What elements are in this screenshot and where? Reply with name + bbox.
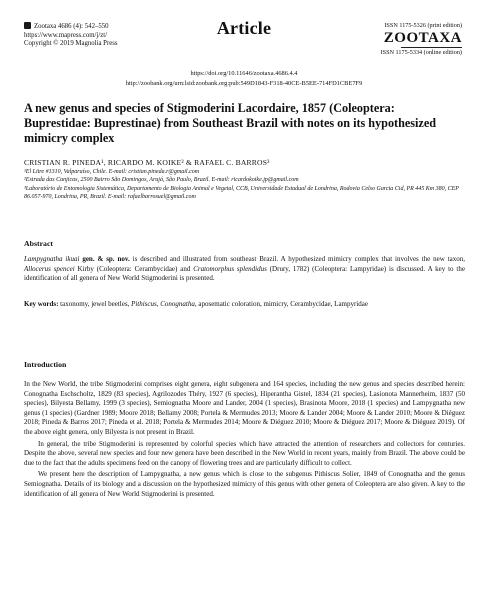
introduction-heading: Introduction (24, 360, 67, 369)
abstract-genus: Lampygnatha ikuai (24, 255, 80, 263)
issn-print: ISSN 1175-5326 (print edition) (384, 22, 462, 29)
introduction-body (24, 380, 465, 501)
paper-title: A new genus and species of Stigmoderini Lacordaire, 1857 (Coleoptera: Buprestidae: Buprestinae) from Southeast Brazil with notes on its hypothesized mimicry complex (24, 101, 437, 146)
article-label: Article (216, 18, 272, 38)
abstract-text-2: Kirby (Coleoptera: Cerambycidae) and (74, 264, 194, 273)
zootaxa-brand: ZOOTAXA (383, 29, 462, 46)
brand-rule (401, 47, 462, 48)
affiliation-3: ³Laboratório de Entomologia Sistemática, Departamento de Biologia Animal e Vegetal, CCB, Universidade Estadual de Londrina, Rodovia Celso Garcia Cid, PR 445 Km 380, CEP 86.057-970, Londrina, PR, Brazil. E-mail: rafaelbarrosuel@gmail.com (24, 185, 459, 201)
abstract-text (24, 255, 465, 284)
authors: CRISTIAN R. PINEDA¹, RICARDO M. KOIKE² & RAFAEL C. BARROS³ (24, 158, 270, 167)
abstract-heading: Abstract (24, 239, 54, 248)
journal-url[interactable]: https://www.mapress.com/j/zt/ (24, 31, 107, 39)
intro-paragraph-3: We present here the description of Lampygnatha, a new genus which is close to the subgenus Pithiscus Solier, 1849 of Conognatha and the genus Semiognatha. Details of its biology and a discussion on the hypothesized mimicry of this genus with other genera of Coleoptera are also given. A key to the identification of all genera of New World Stigmoderini is presented. (24, 470, 465, 498)
affiliation-2: ²Estrada das Canjicas, 2500 Bairro São Domingos, Arujá, São Paulo, Brazil. E-mail: ricardokoike.jp@gmail.com (24, 177, 299, 184)
affiliation-1: ¹El Litre #1310, Valparaíso, Chile. E-mail: cristian.pineda.r@gmail.com (24, 169, 200, 175)
keyword-conognatha: Conognatha (160, 300, 195, 308)
keywords-text-c: , aposematic coloration, mimicry, Cerambycidae, Lampyridae (194, 300, 368, 308)
abstract-text-1: is described and illustrated from southeast Brazil. A hypothesized mimicry complex that involves the new taxon, (129, 255, 465, 263)
intro-paragraph-2: In general, the tribe Stigmoderini is represented by colorful species which have attracted the attention of researchers and collectors for centuries. Despite the above, several new species and four new genera have been described in the New World in recent years, mainly from Brazil. The above could be due to the fact that the adults specimens feed on the canopy of flowering trees and are particularly difficult to collect. (24, 439, 465, 467)
abstract-species-1: Allocerus spencei (24, 264, 75, 273)
affiliations (24, 168, 468, 202)
doi-link[interactable]: https://doi.org/10.11646/zootaxa.4686.4.4 (190, 70, 298, 77)
keywords-text-b: , (156, 300, 161, 308)
issn-block (381, 22, 462, 56)
intro-paragraph-1: In the New World, the tribe Stigmoderini comprises eight genera, eight subgenera and 164 species, including the new genus and species described herein: Conognatha Eschscholtz, 1829 (83 species), Agrilozodes Théry, 1927 (6 species), Hiperantha Gistel, 1834 (21 species), Lasionota Mannerheim, 1837 (50 species), Bilyesta Bellamy, 1999 (3 species), Semiognatha Moore and Lander, 2004 (1 species), Brasinota Moore, 2018 (1 species) and Lampygnatha new genus (1 species) (Gardner 1989; Moore 2018; Bellamy 2008; Portela & Mermudes 2013; Moore & Lander 2004; Moore & Lander 2010; Moore & Diéguez 2018; Pineda & Barros 2017; Pineda et al. 2018; Portela & Mermudes 2014; Moore & Diéguez 2010; Moore & Diéguez 2017; Moore & Diéguez 2019). Of the above eight genera, only Bilyesta is not present in Brazil. (24, 380, 465, 436)
keywords (24, 300, 465, 310)
copyright-line: Copyright © 2019 Magnolia Press (24, 40, 118, 48)
abstract-text-3: (Drury, 1782) (Coleoptera: Lampyridae) is discussed. A key to the identification of all genera of New World Stigmoderini is presented. (24, 264, 465, 283)
lsid-link[interactable]: http://zoobank.org/urn:lsid:zoobank.org:pub:549D1843-F318-40CE-B5EE-714FD1CBE7F9 (125, 80, 363, 87)
abstract-species-2: Cratomorphus splendidus (193, 264, 267, 273)
issn-online: ISSN 1175-5334 (online edition) (380, 48, 462, 56)
keyword-pithiscus: Pithiscus (131, 300, 157, 308)
keywords-text-a: taxonomy, jewel beetles, (58, 300, 132, 308)
abstract-gen-sp: gen. & sp. nov. (82, 255, 130, 263)
journal-line: Zootaxa 4686 (4): 542–550 (34, 23, 109, 30)
keywords-label: Key words: (24, 300, 59, 308)
